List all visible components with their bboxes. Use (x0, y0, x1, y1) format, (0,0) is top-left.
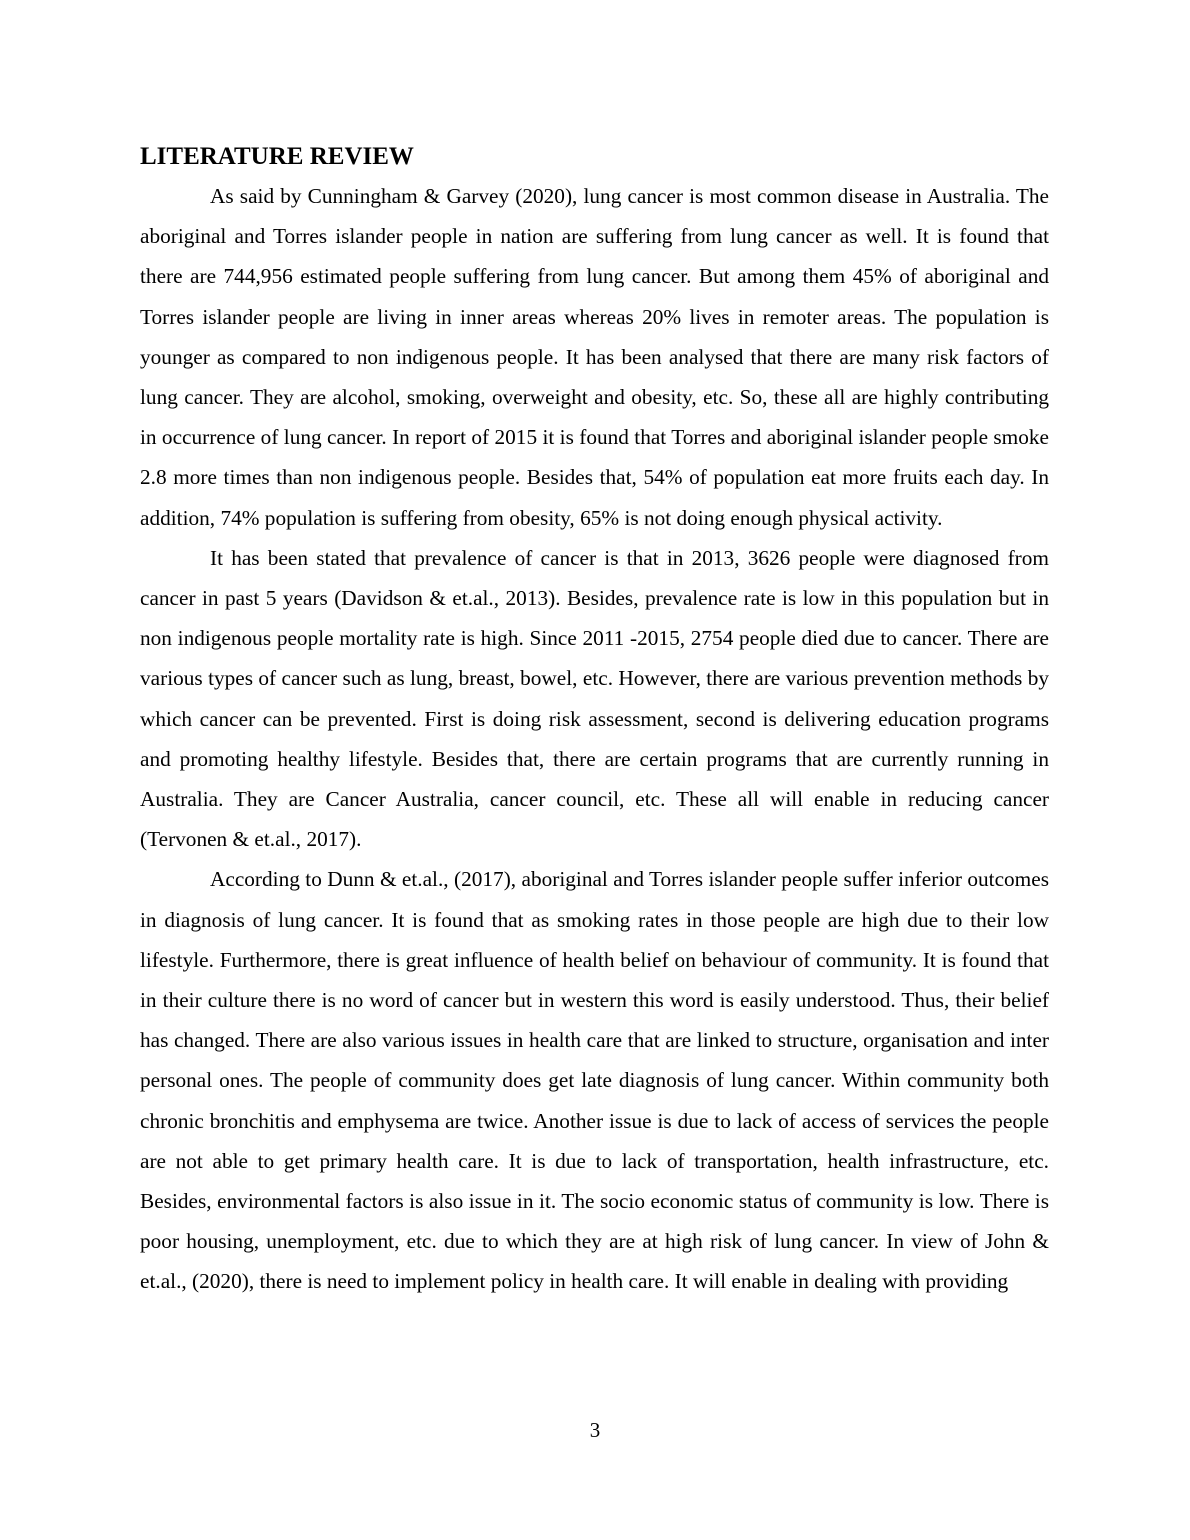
page-content (140, 140, 1049, 1302)
paragraph-1: As said by Cunningham & Garvey (2020), lung cancer is most common disease in Australia. The aboriginal and Torres islander people in nation are suffering from lung cancer as well. It is found that there are 744,956 estimated people suffering from lung cancer. But among them 45% of aboriginal and Torres islander people are living in inner areas whereas 20% lives in remoter areas. The population is younger as compared to non indigenous people. It has been analysed that there are many risk factors of lung cancer. They are alcohol, smoking, overweight and obesity, etc. So, these all are highly contributing in occurrence of lung cancer. In report of 2015 it is found that Torres and aboriginal islander people smoke 2.8 more times than non indigenous people. Besides that, 54% of population eat more fruits each day. In addition, 74% population is suffering from obesity, 65% is not doing enough physical activity. (140, 184, 1049, 530)
section-heading: LITERATURE REVIEW (140, 143, 414, 170)
paragraph-3: According to Dunn & et.al., (2017), aboriginal and Torres islander people suffer inferior outcomes in diagnosis of lung cancer. It is found that as smoking rates in those people are high due to their low lifestyle. Furthermore, there is great influence of health belief on behaviour of community. It is found that in their culture there is no word of cancer but in western this word is easily understood. Thus, their belief has changed. There are also various issues in health care that are linked to structure, organisation and inter personal ones. The people of community does get late diagnosis of lung cancer. Within community both chronic bronchitis and emphysema are twice. Another issue is due to lack of access of services the people are not able to get primary health care. It is due to lack of transportation, health infrastructure, etc. Besides, environmental factors is also issue in it. The socio economic status of community is low. There is poor housing, unemployment, etc. due to which they are at high risk of lung cancer. In view of John & et.al., (2020), there is need to implement policy in health care. It will enable in dealing with providing (140, 867, 1049, 1294)
paragraph-2: It has been stated that prevalence of cancer is that in 2013, 3626 people were diagnosed from cancer in past 5 years (Davidson & et.al., 2013). Besides, prevalence rate is low in this population but in non indigenous people mortality rate is high. Since 2011 -2015, 2754 people died due to cancer. There are various types of cancer such as lung, breast, bowel, etc. However, there are various prevention methods by which cancer can be prevented. First is doing risk assessment, second is delivering education programs and promoting healthy lifestyle. Besides that, there are certain programs that are currently running in Australia. They are Cancer Australia, cancer council, etc. These all will enable in reducing cancer (Tervonen & et.al., 2017). (140, 545, 1049, 852)
page-number: 3 (589, 1418, 601, 1442)
